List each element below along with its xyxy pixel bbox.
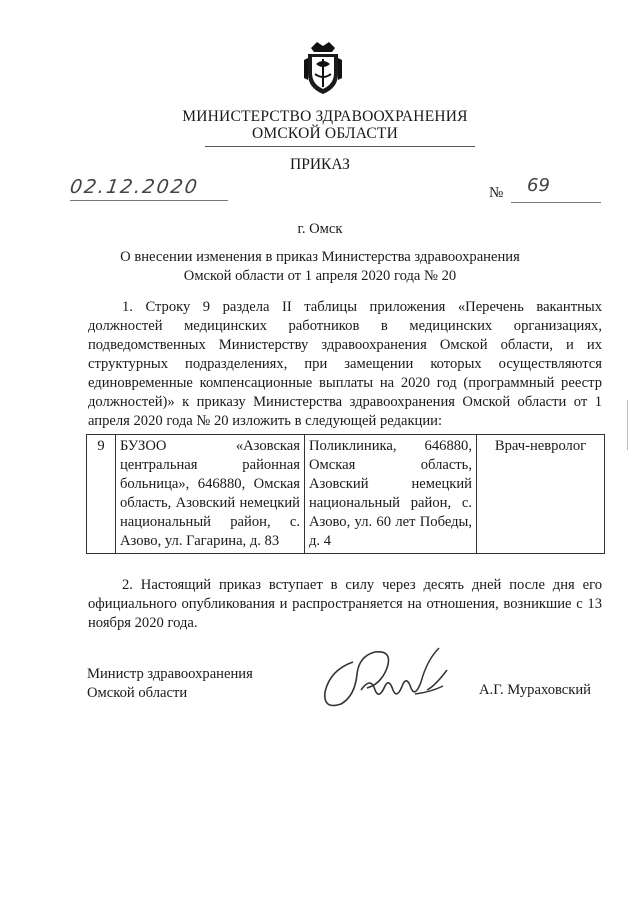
header-divider bbox=[205, 146, 475, 147]
scan-artifact bbox=[627, 400, 628, 450]
document-type: ПРИКАЗ bbox=[290, 156, 350, 173]
order-number: 69 bbox=[527, 175, 550, 196]
order-subject: О внесении изменения в приказ Министерства здравоохранения Омской области от 1 апреля 2020 года № 20 bbox=[120, 249, 520, 284]
ministry-name-line1: МИНИСТЕРСТВО ЗДРАВООХРАНЕНИЯ bbox=[182, 108, 468, 125]
date-underline bbox=[70, 200, 228, 201]
city: г. Омск bbox=[297, 221, 343, 237]
signatory-title bbox=[87, 665, 253, 703]
signatory-name: А.Г. Мураховский bbox=[479, 682, 591, 698]
ministry-name-line2: ОМСКОЙ ОБЛАСТИ bbox=[252, 125, 398, 142]
paragraph-2: 2. Настоящий приказ вступает в силу через десять дней после дня его официального опубликования и распространяется на отношения, возникшие с 13 ноября 2020 года. bbox=[88, 577, 602, 631]
handwritten-signature bbox=[315, 640, 460, 718]
coat-of-arms-emblem bbox=[303, 38, 343, 96]
signatory-title-line1: Министр здравоохранения bbox=[87, 666, 253, 682]
number-sign: № bbox=[489, 185, 504, 201]
cell-row-number: 9 bbox=[87, 435, 116, 554]
cell-position: Врач-невролог bbox=[477, 435, 605, 554]
order-date: 02.12.2020 bbox=[68, 176, 201, 198]
number-underline bbox=[511, 202, 601, 203]
table-row bbox=[87, 435, 605, 554]
cell-subdivision: Поликлиника, 646880, Омская область, Азовский немецкий национальный район, с. Азово, ул. 60 лет Победы, д. 4 bbox=[305, 435, 477, 554]
signatory-title-line2: Омской области bbox=[87, 685, 188, 701]
amendment-table bbox=[86, 434, 605, 554]
cell-organization: БУЗОО «Азовская центральная районная больница», 646880, Омская область, Азовский немецкий национальный район, с. Азово, ул. Гагарина, д. 83 bbox=[116, 435, 305, 554]
paragraph-1: 1. Строку 9 раздела II таблицы приложения «Перечень вакантных должностей медицинских работников в медицинских организациях, подведомственных Министерству здравоохранения Омской области, и их структурных подразделениях, при замещении которых осуществляются единовременные компенсационные выплаты на 2020 год (программный реестр должностей)» к приказу Министерства здравоохранения Омской области от 1 апреля 2020 года № 20 изложить в следующей редакции: bbox=[88, 299, 602, 429]
